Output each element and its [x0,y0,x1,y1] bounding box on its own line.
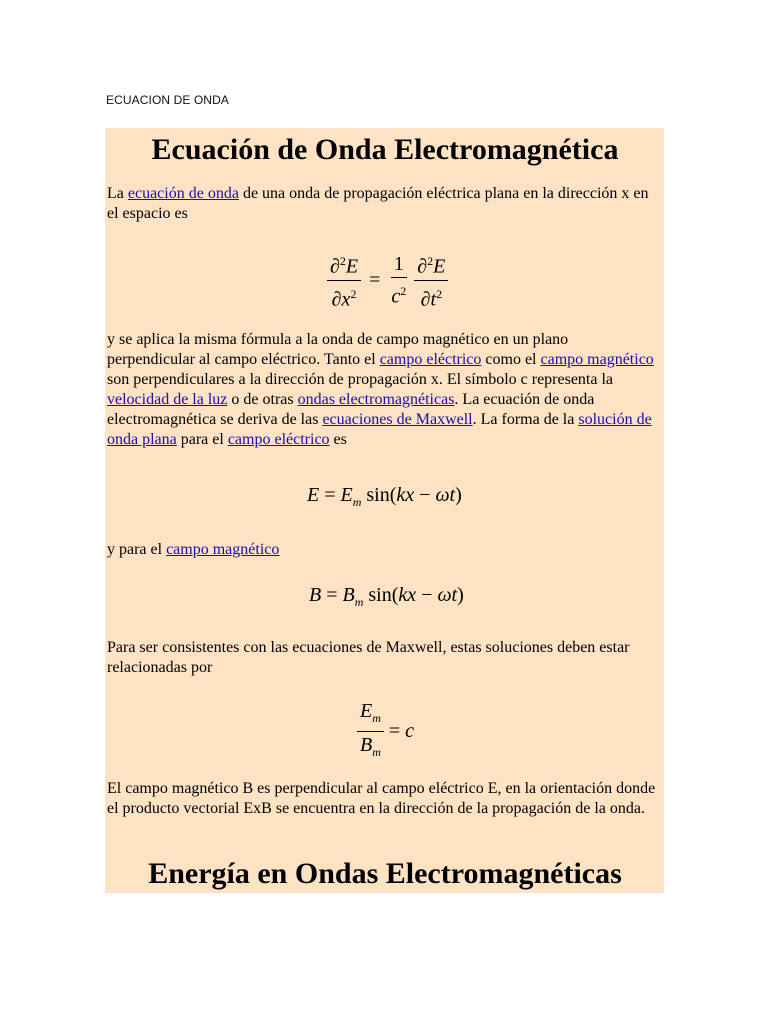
fraction: $\frac{E_m}{B_m}$ [357,698,384,765]
section-title: Ecuación de Onda Electromagnética [151,133,619,166]
orientation-paragraph: El campo magnético B es perpendicular al campo eléctrico E, en la orientación donde el producto vectorial ExB se encuentra en la dirección de la propagación de la onda. [107,780,656,817]
text-segment: y se aplica la misma fórmula a la onda de campo magnético en un plano perpendicular al campo eléctrico. Tanto el [107,331,569,368]
text-segment: . La ecuación de onda electromagnética se deriva de las [107,391,595,428]
fraction: $\frac{\partial^2E}{\partial t^2}$ [414,248,448,312]
text-segment: de una onda de propagación eléctrica plana en la dirección x en el espacio es [107,185,649,222]
link-campo-electrico[interactable]: campo eléctrico [379,351,482,368]
link-campo-magnetico-2[interactable]: campo magnético [166,541,280,558]
text-segment: La [107,185,128,202]
link-ondas-electromagneticas[interactable]: ondas electromagnéticas [297,391,455,408]
fraction: $\frac{\partial^2E}{\partial x^2}$ [327,248,361,312]
text-segment: o de otras [227,391,298,408]
wave-equation: $\frac{\partial^2E}{\partial x^2}$ = $\frac{1}{c^2}$ $\frac{\partial^2E}{\partial t^2}$ [327,248,448,312]
text-segment: como el [481,351,541,368]
intro-paragraph [107,184,659,224]
link-solucion-onda-plana[interactable]: solución de onda plana [107,411,652,448]
text-segment: son perpendiculares a la dirección de propagación x. El símbolo c representa la [107,371,614,388]
link-campo-electrico-2[interactable]: campo eléctrico [227,431,330,448]
link-velocidad-de-la-luz[interactable]: velocidad de la luz [107,391,228,408]
magnetic-intro-paragraph [107,540,659,560]
link-ecuacion-de-onda[interactable]: ecuación de onda [127,185,239,202]
fraction: $\frac{1}{c^2}$ [391,252,407,308]
amplitude-relation: $\frac{E_m}{B_m}$ = c [357,698,414,765]
text-segment: y para el [107,541,167,558]
magnetic-field-solution: $B = B_m$ sin(kx − ωt) [309,584,464,609]
link-campo-magnetico[interactable]: campo magnético [540,351,654,368]
text-segment: . La forma de la [472,411,579,428]
electric-field-solution: $E = E_m$ sin(kx − ωt) [307,484,462,509]
consistency-paragraph: Para ser consistentes con las ecuaciones de Maxwell, estas soluciones deben estar relacionadas por [107,639,630,676]
description-paragraph [107,330,659,450]
section-title-2: Energía en Ondas Electromagnéticas [148,857,622,890]
link-ecuaciones-de-maxwell[interactable]: ecuaciones de Maxwell [322,411,473,428]
text-segment: es [329,431,347,448]
text-segment: para el [176,431,228,448]
document-label: ECUACION DE ONDA [106,93,229,107]
